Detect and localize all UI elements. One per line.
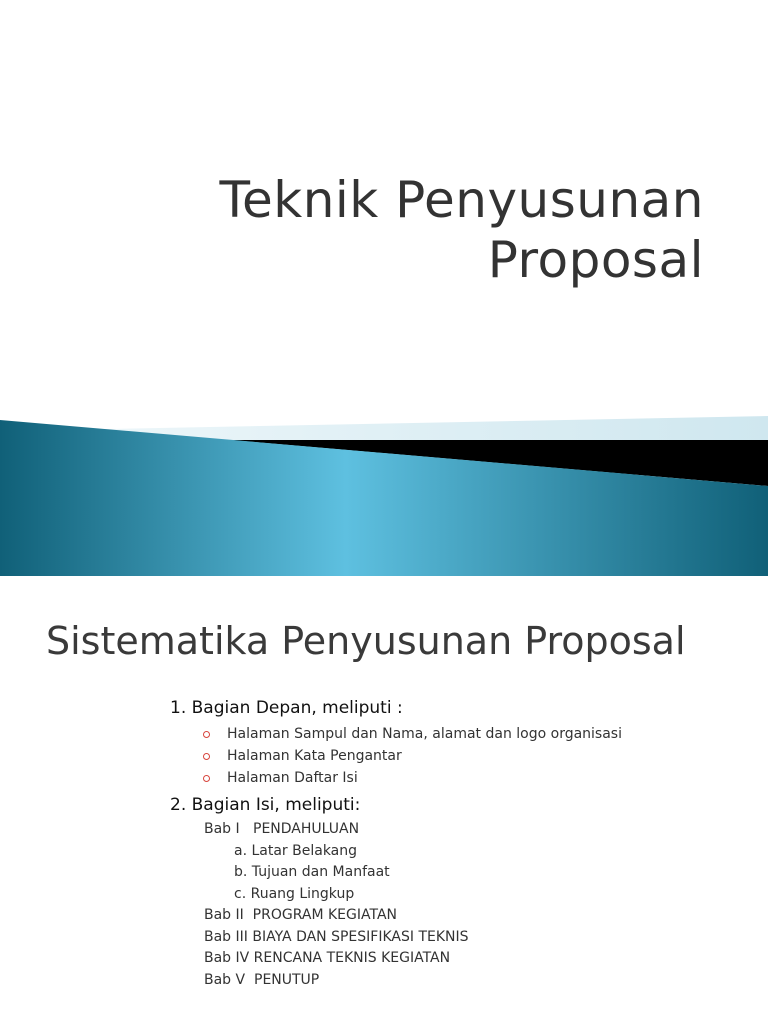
chapter-item: Bab III BIAYA DAN SPESIFIKASI TEKNIS (204, 928, 469, 945)
chapter-item: Bab I PENDAHULUAN (204, 821, 360, 837)
circle-bullet-icon (203, 731, 210, 738)
chapter-item: Bab IV RENCANA TEKNIS KEGIATAN (204, 950, 451, 966)
title-line-2: Proposal (487, 231, 704, 289)
chapter-list (170, 819, 730, 991)
circle-bullet-icon (203, 775, 210, 782)
chapter-subitem: b. Tujuan dan Manfaat (234, 864, 390, 880)
front-items-list (170, 723, 730, 789)
section-front-title: 1. Bagian Depan, meliputi : (170, 698, 403, 718)
list-item (170, 723, 730, 745)
title-line-1: Teknik Penyusunan (219, 171, 704, 229)
chapter-item: Bab II PROGRAM KEGIATAN (204, 907, 397, 923)
list-item (170, 745, 730, 767)
chapter-item: Bab V PENUTUP (204, 971, 320, 988)
chapter-subitem: a. Latar Belakang (234, 842, 358, 859)
chapter-subitem: c. Ruang Lingkup (234, 885, 355, 902)
content-slide (0, 576, 768, 1024)
slide-heading: Sistematika Penyusunan Proposal (46, 619, 686, 663)
section-body-title: 2. Bagian Isi, meliputi: (170, 795, 361, 815)
list-item-text: Halaman Sampul dan Nama, alamat dan logo organisasi (227, 726, 622, 742)
proposal-outline (170, 694, 730, 991)
list-item (170, 767, 730, 789)
list-item-text: Halaman Daftar Isi (227, 770, 358, 786)
circle-bullet-icon (203, 753, 210, 760)
list-item-text: Halaman Kata Pengantar (227, 748, 402, 764)
